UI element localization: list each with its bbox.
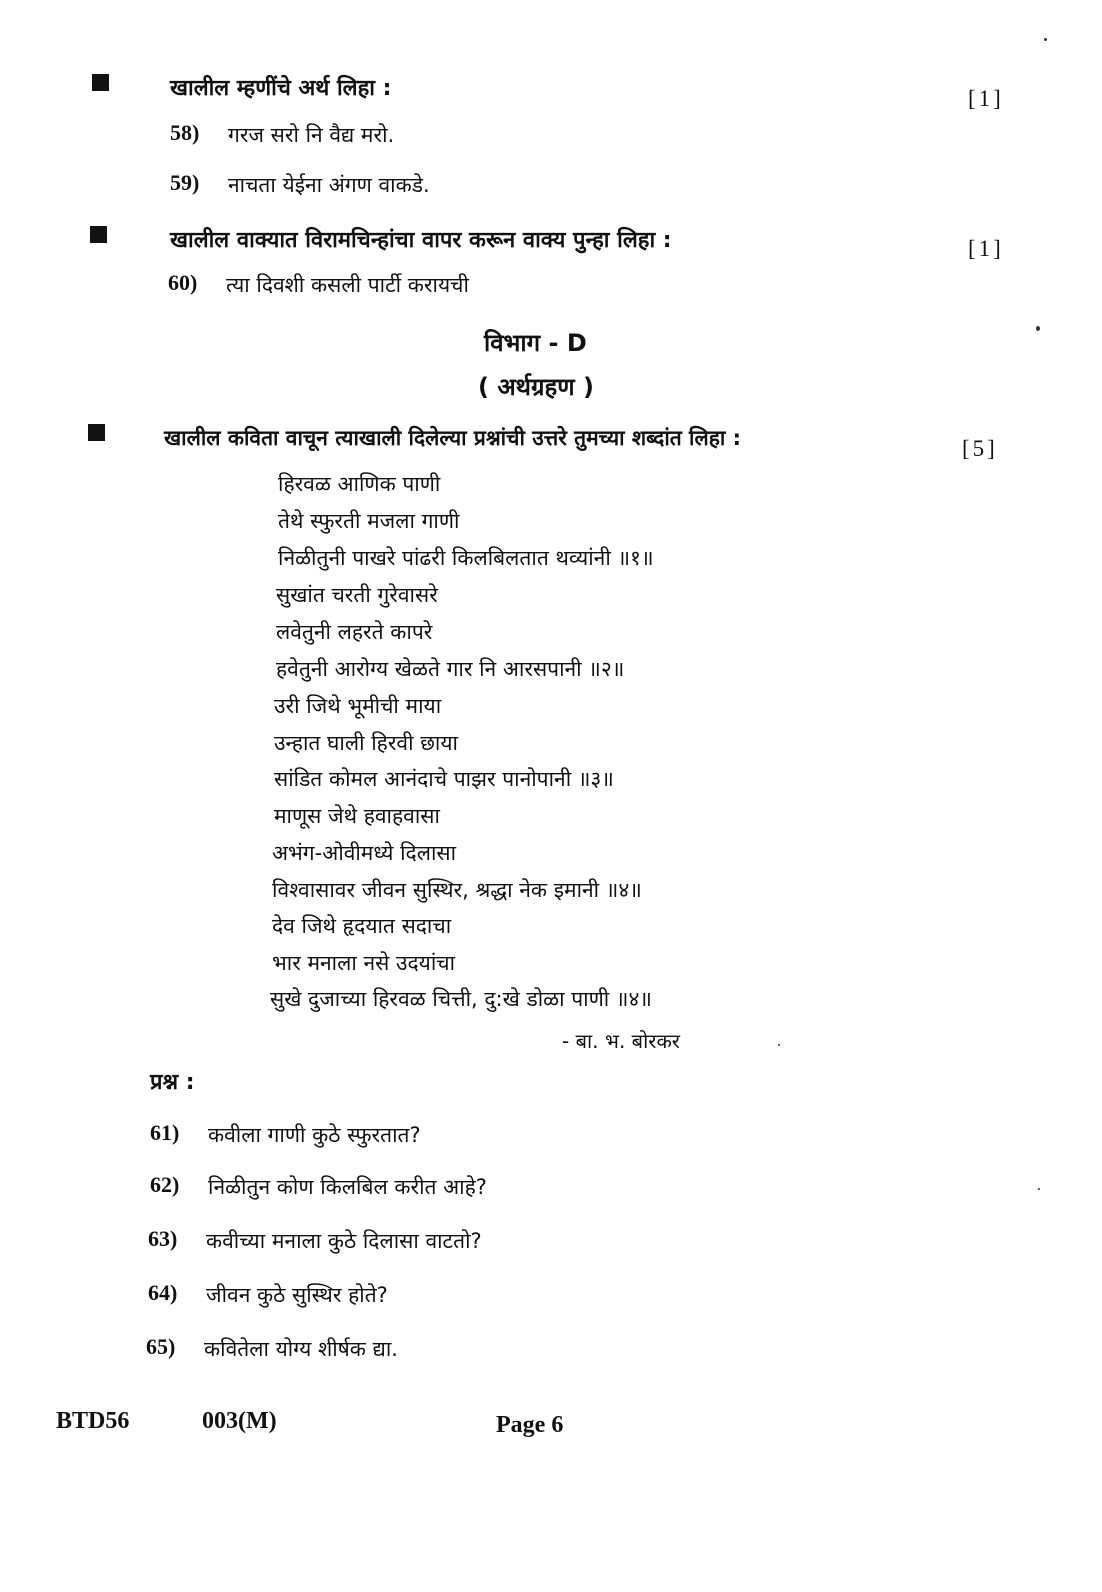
bullet-icon xyxy=(88,424,105,441)
poem-line: माणूस जेथे हवाहवासा xyxy=(274,804,440,828)
poem-line: उन्हात घाली हिरवी छाया xyxy=(274,731,458,755)
scan-speck xyxy=(1038,1188,1040,1190)
scan-speck xyxy=(1044,38,1047,41)
poem-line: सुखे दुजाच्या हिरवळ चित्ती, दु:खे डोळा पाणी ॥४॥ xyxy=(270,987,652,1011)
poem-line: सांडित कोमल आनंदाचे पाझर पानोपानी ॥३॥ xyxy=(274,767,614,791)
question-text: नाचता येईना अंगण वाकडे. xyxy=(228,173,430,197)
poem-line: तेथे स्फुरती मजला गाणी xyxy=(278,509,460,533)
marks-block1: [1] xyxy=(968,86,1004,111)
poem-line: हिरवळ आणिक पाणी xyxy=(278,472,441,496)
question-text: गरज सरो नि वैद्य मरो. xyxy=(228,123,395,147)
poem-line: निळीतुनी पाखरे पांढरी किलबिलतात थव्यांनी ॥१॥ xyxy=(278,546,654,570)
question-number: 61) xyxy=(150,1120,180,1145)
poem-line: विश्वासावर जीवन सुस्थिर, श्रद्धा नेक इमानी ॥४॥ xyxy=(272,878,642,902)
marks-block3: [5] xyxy=(962,436,998,461)
bullet-icon xyxy=(90,226,107,243)
footer-page: Page 6 xyxy=(496,1412,564,1438)
question-text: निळीतुन कोण किलबिल करीत आहे? xyxy=(208,1175,487,1199)
question-number: 62) xyxy=(150,1172,180,1197)
poem-line: लवेतुनी लहरते कापरे xyxy=(276,620,433,644)
instruction-poem: खालील कविता वाचून त्याखाली दिलेल्या प्रश्नांची उत्तरे तुमच्या शब्दांत लिहा : xyxy=(164,426,742,450)
marks-block2: [1] xyxy=(968,236,1004,261)
instruction-punctuation: खालील वाक्यात विरामचिन्हांचा वापर करून वाक्य पुन्हा लिहा : xyxy=(170,228,672,253)
question-number: 63) xyxy=(148,1226,178,1251)
section-title: विभाग - D xyxy=(484,329,587,357)
poem-line: भार मनाला नसे उदयांचा xyxy=(272,951,456,975)
poem-line: हवेतुनी आरोग्य खेळते गार नि आरसपानी ॥२॥ xyxy=(276,657,625,681)
question-text: कवीला गाणी कुठे स्फुरतात? xyxy=(208,1123,421,1147)
scan-speck xyxy=(778,1044,780,1046)
question-number: 60) xyxy=(168,270,198,295)
poem-line: उरी जिथे भूमीची माया xyxy=(274,694,442,718)
poem-line: सुखांत चरती गुरेवासरे xyxy=(276,583,438,607)
footer-paper: 003(M) xyxy=(202,1408,277,1434)
poem-line: देव जिथे हृदयात सदाचा xyxy=(272,914,452,938)
footer-code: BTD56 xyxy=(56,1408,130,1434)
question-text: त्या दिवशी कसली पार्टी करायची xyxy=(226,273,469,297)
question-text: कवितेला योग्य शीर्षक द्या. xyxy=(204,1337,398,1361)
question-number: 64) xyxy=(148,1280,178,1305)
poem-author: - बा. भ. बोरकर xyxy=(562,1029,680,1053)
question-number: 65) xyxy=(146,1334,176,1359)
question-text: कवीच्या मनाला कुठे दिलासा वाटतो? xyxy=(206,1229,482,1253)
scan-speck xyxy=(1036,326,1040,331)
question-text: जीवन कुठे सुस्थिर होते? xyxy=(206,1283,388,1307)
section-subtitle: ( अर्थग्रहण ) xyxy=(478,373,594,401)
instruction-proverbs: खालील म्हणींचे अर्थ लिहा : xyxy=(170,76,392,101)
poem-line: अभंग-ओवीमध्ये दिलासा xyxy=(272,841,457,865)
question-number: 59) xyxy=(170,170,200,195)
questions-heading: प्रश्न : xyxy=(150,1070,195,1095)
question-number: 58) xyxy=(170,120,200,145)
bullet-icon xyxy=(92,74,109,91)
